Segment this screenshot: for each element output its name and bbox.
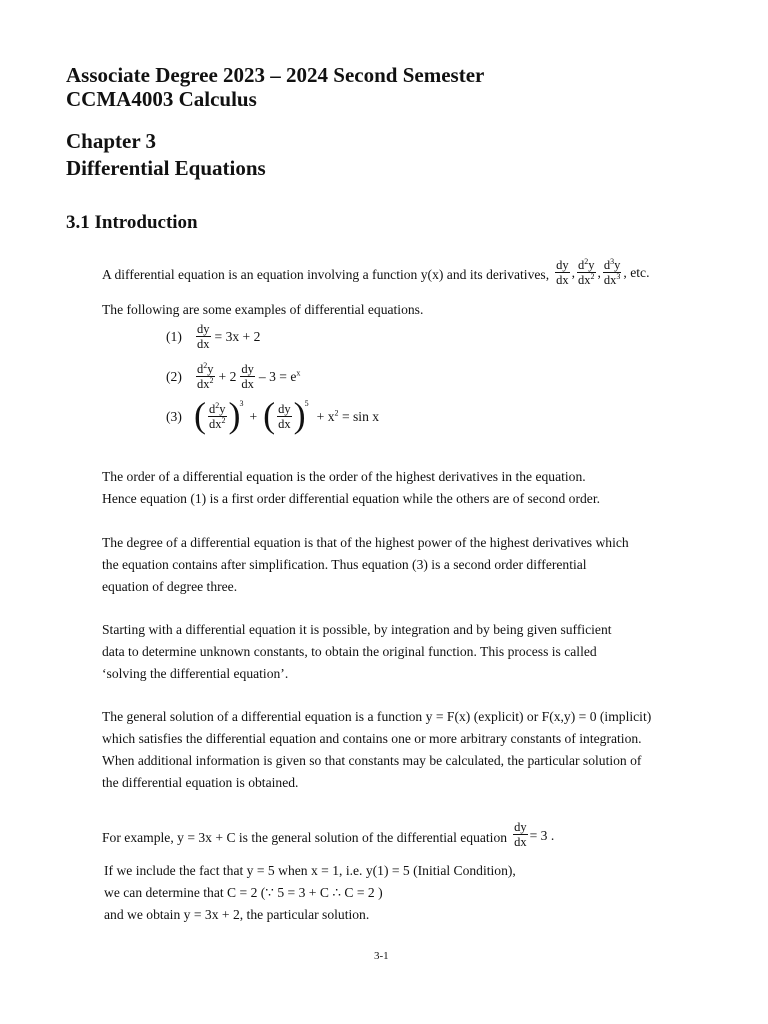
power-5: 5: [304, 399, 309, 408]
fraction-dy-dx: [513, 820, 528, 849]
equation-mid: + 2: [218, 368, 237, 384]
chapter-title: Differential Equations: [66, 156, 266, 180]
text-line: Starting with a differential equation it is possible, by integration and by being given sufficient: [102, 622, 612, 637]
order-paragraph: [102, 466, 600, 510]
numerator: $d^2y$: [197, 360, 214, 376]
particular-solution-paragraph: [104, 860, 516, 926]
fraction-dy-dx: [196, 322, 211, 351]
fraction-d3y-dx3: [603, 258, 622, 287]
comma: ,: [597, 264, 601, 280]
text-line: The order of a differential equation is the order of the highest derivatives in the equation.: [102, 469, 586, 484]
equation-rhs: + $x^2 = \sin x$: [316, 407, 380, 424]
text-line: The general solution of a differential equation is a function y = F(x) (explicit) or F(x,y) = 0 (implicit): [102, 709, 652, 724]
denominator: dx: [197, 337, 210, 351]
denominator: $dx^2$: [209, 415, 226, 431]
text-line: we can determine that C = 2 (∵ 5 = 3 + C ∴ C = 2 ): [104, 885, 383, 900]
text-line: Hence equation (1) is a first order differential equation while the others are of second order.: [102, 491, 600, 506]
fraction-d2y-dx2: [196, 362, 215, 391]
denominator: $dx^2$: [197, 375, 214, 391]
text-line: If we include the fact that y = 5 when x = 1, i.e. y(1) = 5 (Initial Condition),: [104, 863, 516, 878]
text-line: The degree of a differential equation is that of the highest power of the highest derivatives which: [102, 535, 629, 550]
document-header: [66, 63, 484, 111]
header-line-1: Associate Degree 2023 – 2024 Second Semester: [66, 63, 485, 87]
denominator: dx: [556, 273, 569, 287]
text-line: which satisfies the differential equation and contains one or more arbitrary constants of integration.: [102, 731, 642, 746]
denominator: $dx^3$: [603, 271, 621, 287]
text-line: the equation contains after simplification. Thus equation (3) is a second order differential: [102, 557, 587, 572]
power-3: 3: [239, 399, 244, 408]
fraction-dy-dx: [277, 402, 292, 431]
fraction-dy-dx: [555, 258, 570, 287]
equation-label: (1): [166, 328, 182, 344]
denominator: $dx^2$: [578, 271, 595, 287]
intro-etc: , etc.: [623, 264, 650, 280]
equation-rhs: = 3 .: [529, 827, 555, 843]
example-line: [102, 820, 554, 849]
solving-paragraph: [102, 619, 612, 685]
equation-label: (3): [166, 408, 182, 424]
section-title: 3.1 Introduction: [66, 212, 198, 233]
denominator: dx: [241, 377, 254, 391]
numerator: dy: [556, 258, 569, 272]
denominator: dx: [278, 417, 291, 431]
header-line-2: CCMA4003 Calculus: [66, 87, 257, 111]
numerator: $d^2y$: [209, 400, 226, 416]
page-number: 3-1: [374, 950, 389, 962]
text-line: ‘solving the differential equation’.: [102, 666, 289, 681]
example-equation-1: [166, 322, 260, 351]
chapter-number: Chapter 3: [66, 129, 157, 153]
examples-intro: The following are some examples of differential equations.: [102, 302, 424, 317]
degree-paragraph: [102, 532, 629, 598]
denominator: dx: [514, 835, 527, 849]
intro-paragraph: [102, 258, 649, 287]
numerator: dy: [514, 820, 527, 834]
chapter-heading: [66, 129, 266, 180]
example-equation-2: [166, 362, 300, 391]
text-line: and we obtain y = 3x + 2, the particular solution.: [104, 907, 370, 922]
example-text: For example, y = 3x + C is the general solution of the differential equation: [102, 829, 508, 845]
numerator: dy: [241, 362, 254, 376]
equation-label: (2): [166, 368, 182, 384]
numerator: $d^2y$: [578, 256, 595, 272]
example-equation-3: (3) ( $\frac{d^2y}{dx^2}$ ) 3 + ( $\frac{dy}{dx}$ ) 5 + $x^2 = \sin x$: [166, 394, 380, 435]
general-solution-paragraph: [102, 706, 651, 794]
equation-rhs: = 3x + 2: [214, 328, 261, 344]
comma: ,: [571, 264, 576, 280]
plus-sign: +: [249, 408, 258, 424]
text-line: the differential equation is obtained.: [102, 775, 299, 790]
equation-rhs: – $3 = e^x$: [258, 367, 301, 384]
numerator: $d^3y$: [603, 256, 621, 272]
fraction-dy-dx: [240, 362, 255, 391]
fraction-d2y-dx2: [577, 258, 596, 287]
text-line: When additional information is given so that constants may be calculated, the particular solution of: [102, 753, 642, 768]
text-line: equation of degree three.: [102, 579, 238, 594]
text-line: data to determine unknown constants, to obtain the original function. This process is called: [102, 644, 597, 659]
numerator: dy: [197, 322, 210, 336]
fraction-d2y-dx2: [208, 402, 227, 431]
intro-text: A differential equation is an equation involving a function y(x) and its derivatives,: [102, 266, 550, 282]
numerator: dy: [278, 402, 291, 416]
